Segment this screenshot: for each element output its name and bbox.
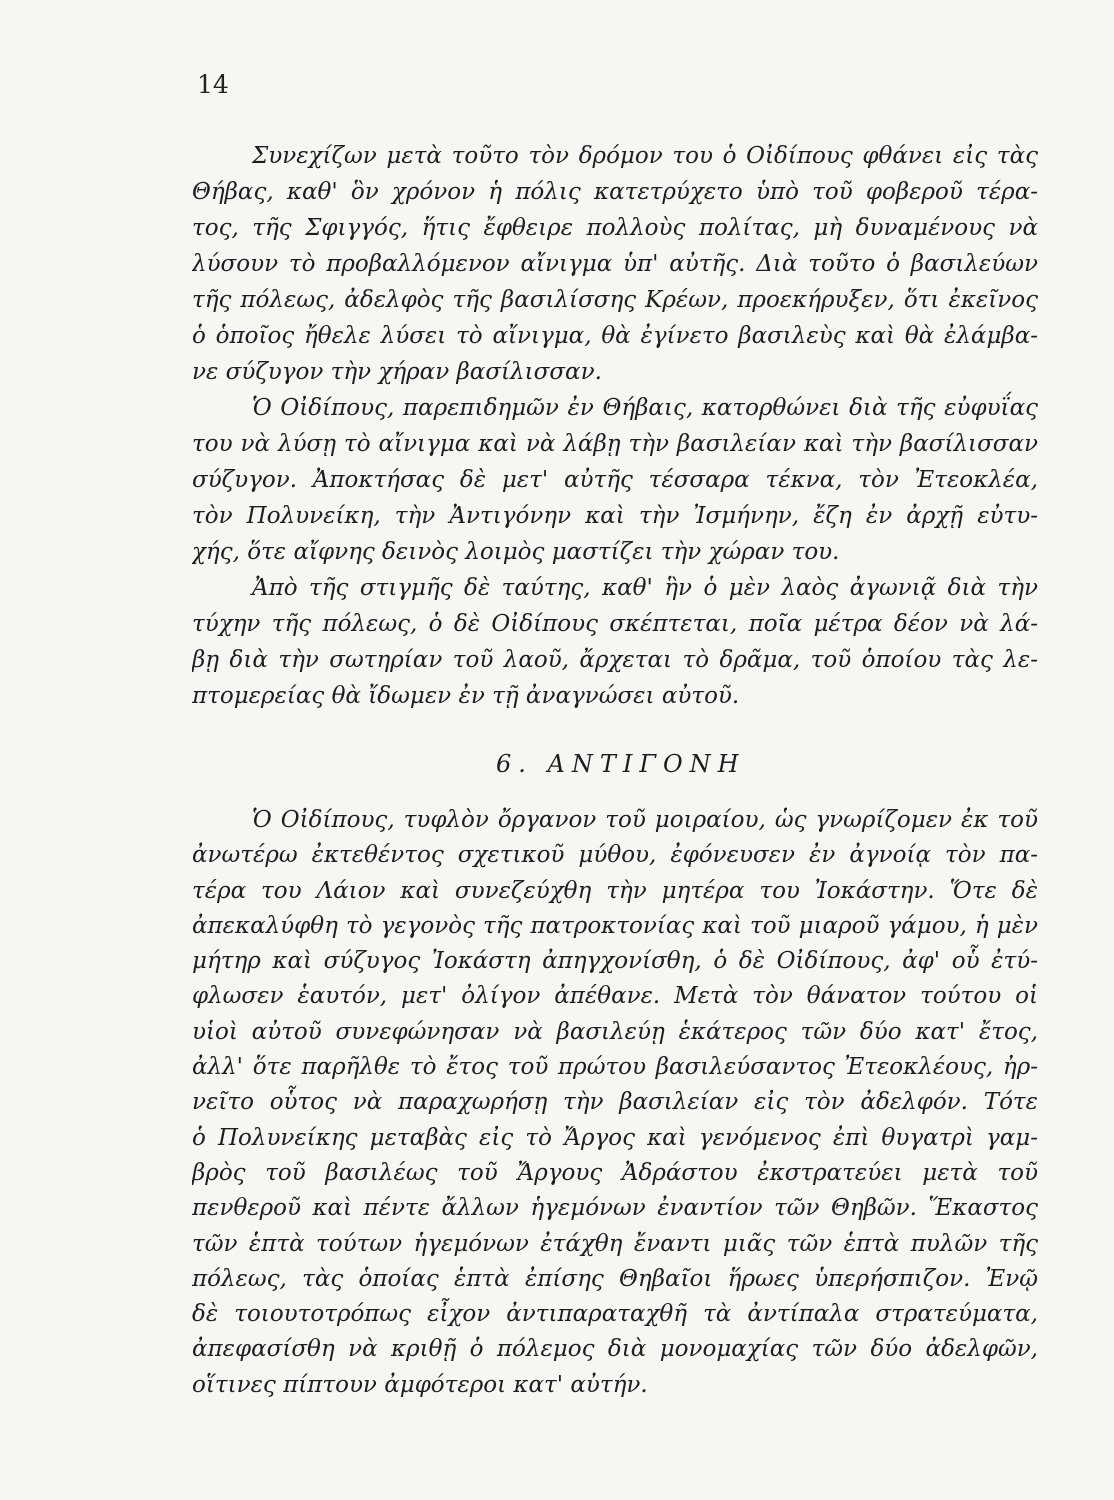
text-line: Συνεχίζων μετὰ τοῦτο τὸν δρόμον του ὁ Οἰδίπους φθάνει εἰς τὰς	[252, 143, 1038, 169]
text-line: τῆς πόλεως, ἀδελφὸς τῆς βασιλίσσης Κρέων, προεκήρυξεν, ὅτι ἐκεῖνος	[192, 287, 1038, 313]
text-line: ἀπεκαλύφθη τὸ γεγονὸς τῆς πατροκτονίας καὶ τοῦ μιαροῦ γάμου, ἡ μὲν	[192, 912, 1038, 939]
section-antigone	[192, 803, 1038, 1403]
text-line: Ὁ Οἰδίπους, τυφλὸν ὄργανον τοῦ μοιραίου, ὡς γνωρίζομεν ἐκ τοῦ	[252, 807, 1038, 833]
text-line: τῶν ἑπτὰ τούτων ἡγεμόνων ἐτάχθη ἔναντι μιᾶς τῶν ἑπτὰ πυλῶν τῆς	[192, 1230, 1038, 1257]
text-line: Θήβας, καθ' ὃν χρόνον ἡ πόλις κατετρύχετο ὑπὸ τοῦ φοβεροῦ τέρα-	[192, 179, 1038, 205]
text-line: ὁ ὁποῖος ἤθελε λύσει τὸ αἴνιγμα, θὰ ἐγίνετο βασιλεὺς καὶ θὰ ἐλάμβα-	[192, 323, 1038, 349]
text-line: σύζυγον. Ἀποκτήσας δὲ μετ' αὐτῆς τέσσαρα τέκνα, τὸν Ἐτεοκλέα,	[192, 467, 1038, 493]
section-oedipus-narrative	[192, 138, 1038, 714]
text-line: του νὰ λύσῃ τὸ αἴνιγμα καὶ νὰ λάβῃ τὴν βασιλείαν καὶ τὴν βασίλισσαν	[192, 431, 1038, 457]
text-line: νε σύζυγον τὴν χήραν βασίλισσαν.	[192, 359, 602, 385]
text-line: δὲ τοιουτοτρόπως εἶχον ἀντιπαραταχθῆ τὰ ἀντίπαλα στρατεύματα,	[192, 1301, 1038, 1328]
text-line: Ἀπὸ τῆς στιγμῆς δὲ ταύτης, καθ' ἣν ὁ μὲν λαὸς ἀγωνιᾷ διὰ τὴν	[252, 575, 1038, 601]
text-line: ἀλλ' ὅτε παρῆλθε τὸ ἔτος τοῦ πρώτου βασιλεύσαντος Ἐτεοκλέους, ἠρ-	[192, 1054, 1038, 1081]
text-line: λύσουν τὸ προβαλλόμενον αἴνιγμα ὑπ' αὐτῆς. Διὰ τοῦτο ὁ βασιλεύων	[192, 251, 1038, 277]
text-line: βῃ διὰ τὴν σωτηρίαν τοῦ λαοῦ, ἄρχεται τὸ δρᾶμα, τοῦ ὁποίου τὰς λε-	[192, 647, 1038, 673]
text-line: πενθεροῦ καὶ πέντε ἄλλων ἡγεμόνων ἐναντίον τῶν Θηβῶν. Ἕκαστος	[192, 1195, 1038, 1222]
text-line: τέρα του Λάιον καὶ συνεζεύχθη τὴν μητέρα του Ἰοκάστην. Ὅτε δὲ	[192, 877, 1038, 904]
text-line: τὸν Πολυνείκη, τὴν Ἀντιγόνην καὶ τὴν Ἰσμήνην, ἔζη ἐν ἀρχῇ εὐτυ-	[192, 503, 1038, 529]
text-line: τύχην τῆς πόλεως, ὁ δὲ Οἰδίπους σκέπτεται, ποῖα μέτρα δέον νὰ λά-	[192, 611, 1038, 637]
text-line: μήτηρ καὶ σύζυγος Ἰοκάστη ἀπηγχονίσθη, ὁ δὲ Οἰδίπους, ἀφ' οὗ ἐτύ-	[192, 948, 1038, 975]
text-line: βρὸς τοῦ βασιλέως τοῦ Ἄργους Ἀδράστου ἐκστρατεύει μετὰ τοῦ	[192, 1159, 1038, 1186]
text-line: πτομερείας θὰ ἴδωμεν ἐν τῇ ἀναγνώσει αὐτοῦ.	[192, 683, 740, 709]
text-line: πόλεως, τὰς ὁποίας ἑπτὰ ἐπίσης Θηβαῖοι ἥρωες ὑπερήσπιζον. Ἐνῷ	[192, 1265, 1038, 1292]
text-line: χής, ὅτε αἴφνης δεινὸς λοιμὸς μαστίζει τὴν χώραν του.	[192, 539, 840, 565]
text-line: υἱοὶ αὐτοῦ συνεφώνησαν νὰ βασιλεύῃ ἑκάτερος τῶν δύο κατ' ἔτος,	[192, 1018, 1038, 1045]
text-line: νεῖτο οὗτος νὰ παραχωρήσῃ τὴν βασιλείαν εἰς τὸν ἀδελφόν. Τότε	[192, 1089, 1038, 1116]
text-line: Ὁ Οἰδίπους, παρεπιδημῶν ἐν Θήβαις, κατορθώνει διὰ τῆς εὐφυΐας	[252, 395, 1038, 421]
text-line: ἀνωτέρω ἐκτεθέντος σχετικοῦ μύθου, ἐφόνευσεν ἐν ἀγνοίᾳ τὸν πα-	[192, 842, 1038, 869]
text-line: ὁ Πολυνείκης μεταβὰς εἰς τὸ Ἄργος καὶ γενόμενος ἐπὶ θυγατρὶ γαμ-	[192, 1124, 1038, 1151]
page-number: 14	[197, 70, 229, 99]
section-heading: 6. ΑΝΤΙΓΟΝΗ	[496, 750, 746, 778]
text-line: οἵτινες πίπτουν ἀμφότεροι κατ' αὐτήν.	[192, 1371, 648, 1398]
text-line: τος, τῆς Σφιγγός, ἥτις ἔφθειρε πολλοὺς πολίτας, μὴ δυναμένους νὰ	[192, 215, 1038, 241]
text-line: φλωσεν ἑαυτόν, μετ' ὀλίγον ἀπέθανε. Μετὰ τὸν θάνατον τούτου οἱ	[192, 983, 1038, 1010]
text-line: ἀπεφασίσθη νὰ κριθῇ ὁ πόλεμος διὰ μονομαχίας τῶν δύο ἀδελφῶν,	[192, 1336, 1038, 1363]
